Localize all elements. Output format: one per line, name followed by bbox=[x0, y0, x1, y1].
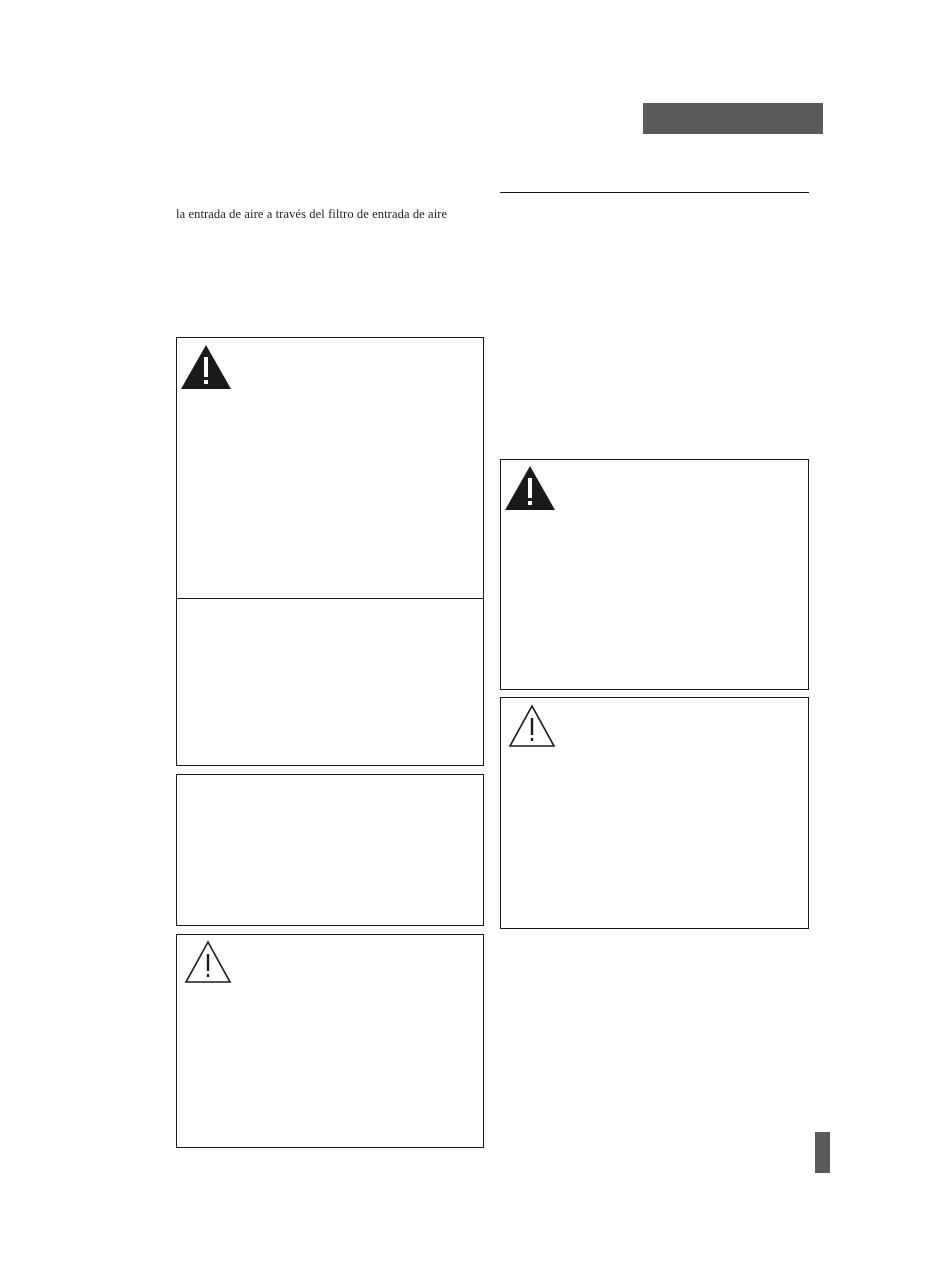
caution-box-1 bbox=[176, 934, 484, 1148]
intro-text: la entrada de aire a través del filtro de entrada de aire bbox=[176, 207, 448, 221]
warning-filled-icon bbox=[503, 464, 557, 512]
warning-filled-icon bbox=[179, 343, 233, 391]
notice-box-2 bbox=[176, 774, 484, 926]
notice-box-1 bbox=[176, 598, 484, 766]
warning-box-2 bbox=[500, 459, 809, 690]
caution-box-2 bbox=[500, 697, 809, 929]
column-rule bbox=[500, 192, 809, 193]
warning-box-1 bbox=[176, 337, 484, 600]
section-header-tab bbox=[643, 103, 823, 134]
side-thumb-tab bbox=[815, 1132, 830, 1173]
warning-outline-icon bbox=[508, 704, 556, 748]
warning-outline-icon bbox=[184, 940, 232, 984]
